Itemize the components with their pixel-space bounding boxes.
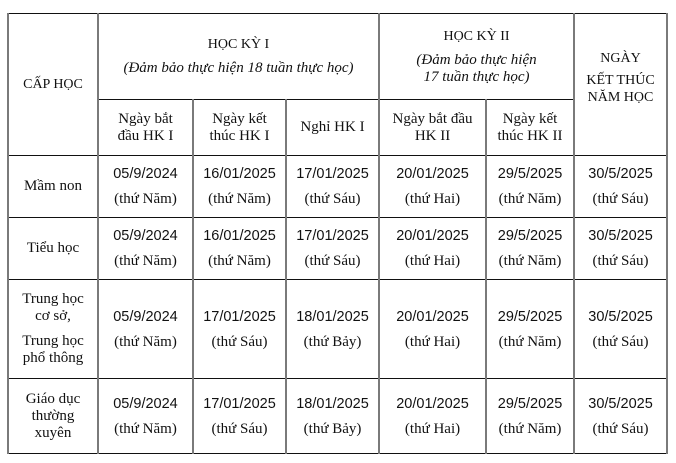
date-cell xyxy=(98,280,193,379)
weekday: (thứ Hai) xyxy=(404,191,461,207)
header-hk1-break xyxy=(286,100,379,156)
level-cell xyxy=(8,280,98,379)
date-value: 20/01/2025 xyxy=(396,395,469,412)
date-cell xyxy=(486,156,574,218)
level-cell xyxy=(8,218,98,280)
school-year-schedule-table xyxy=(7,13,668,454)
header-hk1-start-l1: Ngày bắt xyxy=(118,110,173,127)
table-row xyxy=(8,218,667,280)
level-cell xyxy=(8,156,98,218)
date-cell xyxy=(486,218,574,280)
header-hk1-end-l1: Ngày kết xyxy=(212,110,267,127)
level-label: Trung học xyxy=(22,333,84,349)
date-cell xyxy=(193,280,286,379)
header-hk2-start-l2: HK II xyxy=(414,127,451,144)
date-cell xyxy=(286,379,379,454)
date-value: 29/5/2025 xyxy=(497,166,563,182)
weekday: (thứ Sáu) xyxy=(592,420,649,437)
date-value: 05/9/2024 xyxy=(113,166,178,182)
level-label: Mầm non xyxy=(24,178,82,194)
date-cell xyxy=(379,156,486,218)
level-label: phổ thông xyxy=(22,350,84,366)
date-value: 20/01/2025 xyxy=(396,308,469,325)
table-row xyxy=(8,379,667,454)
date-cell xyxy=(486,379,574,454)
weekday: (thứ Hai) xyxy=(404,333,461,350)
header-hk2-note-line1: (Đảm bảo thực hiện xyxy=(416,51,537,68)
weekday: (thứ Sáu) xyxy=(592,333,649,350)
date-value: 18/01/2025 xyxy=(296,395,369,412)
header-hk2-start xyxy=(379,100,486,156)
header-level-label: CẤP HỌC xyxy=(23,77,83,92)
date-cell xyxy=(379,379,486,454)
weekday: (thứ Sáu) xyxy=(592,191,649,207)
weekday: (thứ Năm) xyxy=(208,253,271,269)
weekday: (thứ Sáu) xyxy=(304,253,361,269)
date-value: 30/5/2025 xyxy=(588,395,653,412)
date-cell xyxy=(379,218,486,280)
date-value: 05/9/2024 xyxy=(113,228,178,244)
date-value: 16/01/2025 xyxy=(203,228,276,244)
header-end-year xyxy=(574,14,667,156)
header-hk2-end xyxy=(486,100,574,156)
header-hk1-start xyxy=(98,100,193,156)
weekday: (thứ Hai) xyxy=(404,253,461,269)
table-row xyxy=(8,280,667,379)
weekday: (thứ Sáu) xyxy=(211,420,268,437)
weekday: (thứ Năm) xyxy=(114,253,177,269)
header-end-year-line2: KẾT THÚC xyxy=(586,73,655,88)
level-label: Giáo dục xyxy=(25,390,81,407)
header-hk2-end-l1: Ngày kết xyxy=(502,110,558,127)
header-hk1-title: HỌC KỲ I xyxy=(207,37,270,52)
header-end-year-line1: NGÀY xyxy=(600,51,641,66)
date-value: 20/01/2025 xyxy=(396,228,469,244)
level-label: thường xyxy=(31,407,75,424)
level-label: xuyên xyxy=(34,424,72,441)
date-value: 17/01/2025 xyxy=(203,395,276,412)
date-value: 30/5/2025 xyxy=(588,166,653,182)
date-cell xyxy=(286,156,379,218)
header-hk2-start-l1: Ngày bắt đầu xyxy=(392,110,473,127)
header-row-sub xyxy=(8,100,667,156)
header-hk2-end-l2: thúc HK II xyxy=(497,127,563,144)
header-hk1 xyxy=(98,14,379,100)
header-hk2 xyxy=(379,14,574,100)
weekday: (thứ Sáu) xyxy=(304,191,361,207)
weekday: (thứ Năm) xyxy=(114,333,177,350)
date-value: 16/01/2025 xyxy=(203,166,276,182)
date-value: 05/9/2024 xyxy=(113,308,178,325)
level-label: cơ sở, xyxy=(35,308,71,324)
weekday: (thứ Năm) xyxy=(498,333,562,350)
weekday: (thứ Sáu) xyxy=(211,333,268,350)
header-hk1-end-l2: thúc HK I xyxy=(209,127,270,144)
header-hk1-start-l2: đầu HK I xyxy=(117,127,174,144)
date-cell xyxy=(574,218,667,280)
header-row-top xyxy=(8,14,667,100)
date-value: 17/01/2025 xyxy=(203,308,276,325)
header-hk2-note-line2: 17 tuần thực học) xyxy=(423,68,530,85)
header-level xyxy=(8,14,98,156)
level-label: Trung học xyxy=(22,291,84,307)
weekday: (thứ Năm) xyxy=(114,420,177,437)
date-value: 30/5/2025 xyxy=(588,228,653,244)
header-hk1-end xyxy=(193,100,286,156)
weekday: (thứ Năm) xyxy=(498,253,562,269)
date-value: 30/5/2025 xyxy=(588,308,653,325)
weekday: (thứ Bảy) xyxy=(303,420,362,437)
date-value: 18/01/2025 xyxy=(296,308,369,325)
weekday: (thứ Bảy) xyxy=(303,333,362,350)
date-cell xyxy=(98,379,193,454)
date-cell xyxy=(486,280,574,379)
date-cell xyxy=(98,218,193,280)
date-cell xyxy=(193,218,286,280)
level-cell xyxy=(8,379,98,454)
date-cell xyxy=(193,156,286,218)
date-value: 29/5/2025 xyxy=(497,228,563,244)
date-cell xyxy=(379,280,486,379)
date-cell xyxy=(286,280,379,379)
date-cell xyxy=(574,379,667,454)
level-label: Tiểu học xyxy=(26,240,80,256)
date-value: 17/01/2025 xyxy=(296,228,369,244)
table-row xyxy=(8,156,667,218)
date-cell xyxy=(574,280,667,379)
date-cell xyxy=(574,156,667,218)
header-hk1-note: (Đảm bảo thực hiện 18 tuần thực học) xyxy=(123,60,354,76)
weekday: (thứ Năm) xyxy=(498,420,562,437)
header-hk2-title: HỌC KỲ II xyxy=(443,28,510,44)
weekday: (thứ Năm) xyxy=(208,191,271,207)
date-cell xyxy=(98,156,193,218)
weekday: (thứ Hai) xyxy=(404,420,461,437)
date-value: 29/5/2025 xyxy=(497,395,563,412)
date-value: 17/01/2025 xyxy=(296,166,369,182)
header-hk1-break-label: Nghỉ HK I xyxy=(300,119,365,135)
date-cell xyxy=(193,379,286,454)
date-value: 29/5/2025 xyxy=(497,308,563,325)
header-end-year-line3: NĂM HỌC xyxy=(587,90,654,105)
weekday: (thứ Năm) xyxy=(498,191,562,207)
date-value: 20/01/2025 xyxy=(396,166,469,182)
weekday: (thứ Năm) xyxy=(114,191,177,207)
weekday: (thứ Sáu) xyxy=(592,253,649,269)
date-value: 05/9/2024 xyxy=(113,395,178,412)
date-cell xyxy=(286,218,379,280)
